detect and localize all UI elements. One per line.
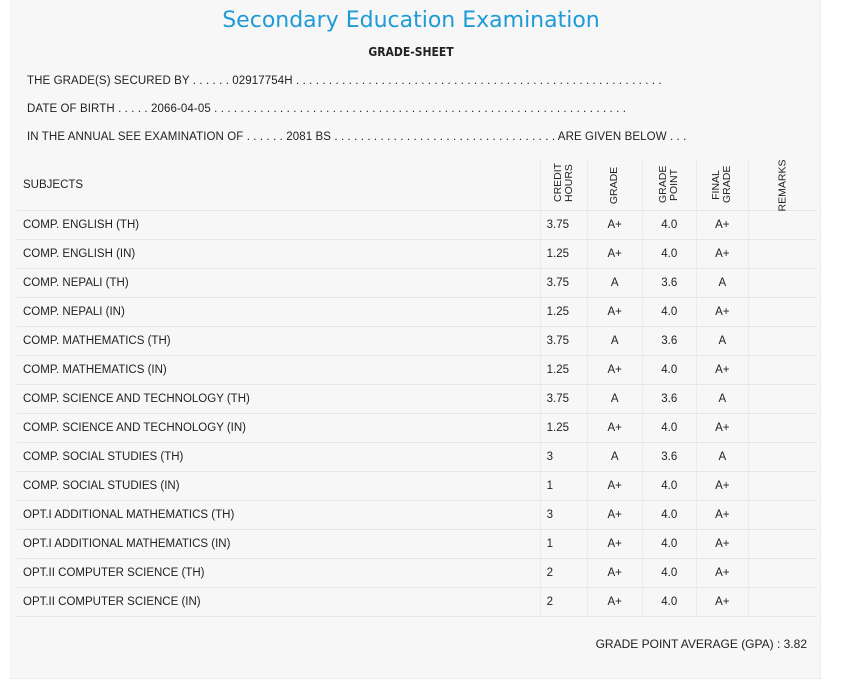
final-grade-cell: A+ (696, 472, 748, 501)
subject-cell: OPT.I ADDITIONAL MATHEMATICS (TH) (17, 501, 540, 530)
remarks-cell (748, 472, 817, 501)
remarks-cell (748, 269, 817, 298)
table-header-row (17, 160, 817, 211)
grade-cell: A+ (587, 298, 642, 327)
table-row (17, 240, 817, 269)
table-row (17, 414, 817, 443)
remarks-cell (748, 501, 817, 530)
subject-cell: COMP. SOCIAL STUDIES (TH) (17, 443, 540, 472)
table-row (17, 501, 817, 530)
final-grade-cell: A+ (696, 240, 748, 269)
header-final-grade-label: FINAL GRADE (710, 165, 734, 203)
grade-cell: A (587, 269, 642, 298)
final-grade-cell: A+ (696, 501, 748, 530)
grade-cell: A+ (587, 588, 642, 617)
final-grade-cell: A+ (696, 530, 748, 559)
header-grade (587, 160, 642, 211)
grade-point-cell: 4.0 (642, 559, 696, 588)
grade-cell: A+ (587, 240, 642, 269)
table-row (17, 269, 817, 298)
table-row (17, 443, 817, 472)
subject-cell: COMP. SCIENCE AND TECHNOLOGY (IN) (17, 414, 540, 443)
remarks-cell (748, 588, 817, 617)
grade-cell: A+ (587, 501, 642, 530)
table-row (17, 356, 817, 385)
header-credit-hours-label: CREDIT HOURS (551, 162, 575, 202)
grade-sheet-heading: GRADE-SHEET (368, 45, 454, 59)
credit-hours-cell: 2 (540, 559, 587, 588)
final-grade-cell: A (696, 385, 748, 414)
table-row (17, 211, 817, 240)
grade-point-cell: 4.0 (642, 356, 696, 385)
final-grade-cell: A+ (696, 559, 748, 588)
subject-cell: COMP. NEPALI (TH) (17, 269, 540, 298)
remarks-cell (748, 211, 817, 240)
grade-cell: A+ (587, 472, 642, 501)
header-credit-hours (540, 160, 587, 211)
table-row (17, 588, 817, 617)
credit-hours-cell: 3 (540, 443, 587, 472)
grade-point-cell: 4.0 (642, 501, 696, 530)
final-grade-cell: A+ (696, 588, 748, 617)
subject-cell: COMP. ENGLISH (TH) (17, 211, 540, 240)
table-row (17, 559, 817, 588)
credit-hours-cell: 1.25 (540, 356, 587, 385)
final-grade-cell: A+ (696, 211, 748, 240)
grade-point-cell: 4.0 (642, 472, 696, 501)
grade-point-cell: 4.0 (642, 588, 696, 617)
remarks-cell (748, 414, 817, 443)
grade-point-cell: 4.0 (642, 211, 696, 240)
header-remarks-label: REMARKS (776, 159, 789, 212)
remarks-cell (748, 385, 817, 414)
final-grade-cell: A+ (696, 298, 748, 327)
grade-point-cell: 4.0 (642, 414, 696, 443)
examination-line: IN THE ANNUAL SEE EXAMINATION OF . . . . . . 2081 BS . . . . . . . . . . . . . . . . . . . . . . . . . . . . . . . . . . ARE GIVEN BELOW . . . (27, 131, 687, 143)
page-title: Secondary Education Examination (222, 8, 600, 33)
grade-point-cell: 4.0 (642, 298, 696, 327)
remarks-cell (748, 443, 817, 472)
grade-point-cell: 3.6 (642, 443, 696, 472)
grade-cell: A (587, 443, 642, 472)
remarks-cell (748, 530, 817, 559)
credit-hours-cell: 3.75 (540, 327, 587, 356)
header-remarks (748, 160, 817, 211)
grade-cell: A+ (587, 414, 642, 443)
table-row (17, 327, 817, 356)
subject-cell: COMP. SOCIAL STUDIES (IN) (17, 472, 540, 501)
credit-hours-cell: 2 (540, 588, 587, 617)
grade-cell: A+ (587, 559, 642, 588)
credit-hours-cell: 1.25 (540, 414, 587, 443)
header-grade-label: GRADE (608, 166, 621, 205)
date-of-birth-line: DATE OF BIRTH . . . . . 2066-04-05 . . . . . . . . . . . . . . . . . . . . . . . . . . . . . . . . . . . . . . . . . . . . . . . . . . . . . . . . . . . . . . . (27, 103, 627, 115)
subject-cell: COMP. SCIENCE AND TECHNOLOGY (TH) (17, 385, 540, 414)
grade-cell: A (587, 385, 642, 414)
table-row (17, 298, 817, 327)
table-row (17, 530, 817, 559)
subject-cell: COMP. MATHEMATICS (IN) (17, 356, 540, 385)
grade-point-cell: 3.6 (642, 327, 696, 356)
grades-table-body (17, 211, 817, 617)
grade-cell: A+ (587, 530, 642, 559)
final-grade-cell: A (696, 443, 748, 472)
subject-cell: OPT.I ADDITIONAL MATHEMATICS (IN) (17, 530, 540, 559)
remarks-cell (748, 559, 817, 588)
header-grade-point-label: GRADE POINT (657, 165, 681, 203)
remarks-cell (748, 240, 817, 269)
grade-point-cell: 3.6 (642, 385, 696, 414)
grade-cell: A+ (587, 211, 642, 240)
header-grade-point (642, 160, 696, 211)
subject-cell: COMP. MATHEMATICS (TH) (17, 327, 540, 356)
final-grade-cell: A+ (696, 356, 748, 385)
remarks-cell (748, 327, 817, 356)
subject-cell: COMP. NEPALI (IN) (17, 298, 540, 327)
subject-cell: OPT.II COMPUTER SCIENCE (IN) (17, 588, 540, 617)
grade-point-cell: 3.6 (642, 269, 696, 298)
final-grade-cell: A (696, 269, 748, 298)
final-grade-cell: A+ (696, 414, 748, 443)
grades-table (17, 160, 817, 617)
subject-cell: OPT.II COMPUTER SCIENCE (TH) (17, 559, 540, 588)
header-subjects: SUBJECTS (17, 160, 540, 211)
gpa-summary: GRADE POINT AVERAGE (GPA) : 3.82 (595, 637, 807, 651)
secured-by-line: THE GRADE(S) SECURED BY . . . . . . 02917754H . . . . . . . . . . . . . . . . . . . . . . . . . . . . . . . . . . . . . . . . . . . . . . . . . . . . . . . . (27, 75, 662, 87)
credit-hours-cell: 1 (540, 530, 587, 559)
credit-hours-cell: 3.75 (540, 269, 587, 298)
credit-hours-cell: 1.25 (540, 298, 587, 327)
grade-point-cell: 4.0 (642, 240, 696, 269)
table-row (17, 472, 817, 501)
grade-cell: A (587, 327, 642, 356)
credit-hours-cell: 1.25 (540, 240, 587, 269)
table-row (17, 385, 817, 414)
remarks-cell (748, 356, 817, 385)
grade-cell: A+ (587, 356, 642, 385)
header-final-grade (696, 160, 748, 211)
remarks-cell (748, 298, 817, 327)
grade-point-cell: 4.0 (642, 530, 696, 559)
subject-cell: COMP. ENGLISH (IN) (17, 240, 540, 269)
credit-hours-cell: 3.75 (540, 211, 587, 240)
credit-hours-cell: 3 (540, 501, 587, 530)
credit-hours-cell: 3.75 (540, 385, 587, 414)
final-grade-cell: A (696, 327, 748, 356)
credit-hours-cell: 1 (540, 472, 587, 501)
